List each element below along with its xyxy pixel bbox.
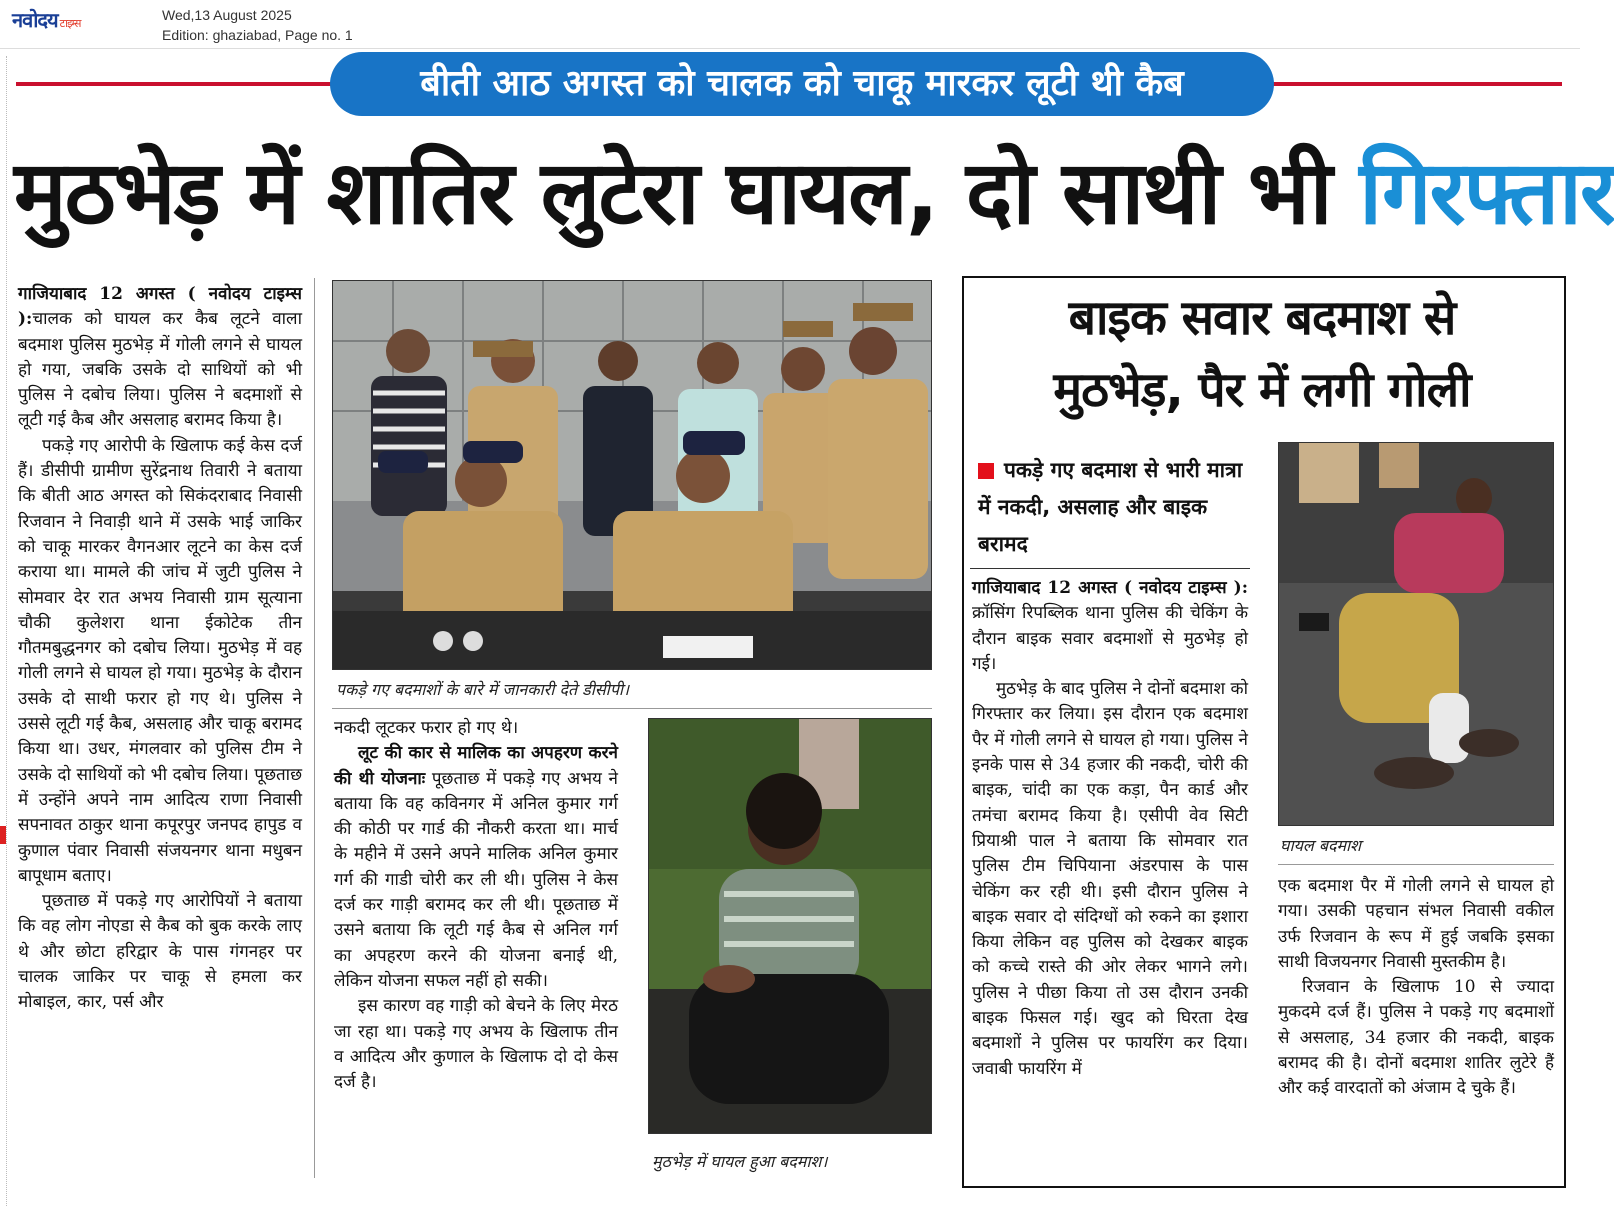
- sidebar-highlight: [978, 452, 1246, 563]
- story1-paragraph: पकड़े गए आरोपी के खिलाफ कई केस दर्ज हैं। डीसीपी ग्रामीण सुरेंद्रनाथ तिवारी ने बताया कि बीती आठ अगस्त को सिकंदराबाद निवासी रिजवान ने निवाड़ी थाने में उसके भाई जाकिर को चाकू मारकर वैगनआर लूटने का केस दर्ज कराया था। मामले की जांच में जुटी पुलिस ने सोमवार देर रात अभय निवासी ग्राम सूत्याना चौकी कुलेशरा थाना ईकोटेक तीन गौतमबुद्धनगर को दबोच लिया। मुठभेड़ में वह गोली लगने से घायल हो गया। मुठभेड़ के दौरान उसके दो साथी फरार हो गए थे। पुलिस ने उससे लूटी गई कैब, असलाह और चाकू बरामद किया था। उधर, मंगलवार को पुलिस टीम ने उसके दो साथियों को भी दबोच लिया। पूछताछ में उन्होंने अपने नाम आदित्य राणा निवासी सपनावत ठाकुर थाना कपूरपुर जनपद हापुड व कुणाल पंवार निवासी संजयनगर थाना मधुबन बापूधाम बताए।: [18, 435, 302, 886]
- press-photo-caption: पकड़े गए बदमाशों के बारे में जानकारी देते डीसीपी।: [336, 680, 630, 699]
- injured-suspect-image: [649, 719, 931, 1133]
- story1-paragraph: पूछताछ में पकड़े गए अभय ने बताया कि वह कविनगर में अनिल कुमार गर्ग की कोठी पर गार्ड की नौकरी करता था। मार्च के महीने में उसने अपने मालिक अनिल कुमार गर्ग की गाडी चोरी कर ली थी। पुलिस ने केस दर्ज कर गाड़ी बरामद कर ली थी। पूछताछ में उसने बताया कि लूटी गई कैब से अनिल गर्ग का अपहरण करने की योजना बनाई थी, लेकिन योजना सफल नहीं हो सकी।: [334, 768, 618, 991]
- injured-suspect-photo: [648, 718, 932, 1134]
- story2-paragraph: रिजवान के खिलाफ 10 से ज्यादा मुकदमे दर्ज हैं। पुलिस ने पकड़े गए बदमाशों से असलाह, 34 हजार की नकदी, बाइक बरामद की है। दोनों बदमाश शातिर लुटेरे हैं और कई वारदातों को अंजाम दे चुके हैं।: [1278, 977, 1554, 1099]
- sidebar-headline: [972, 282, 1552, 426]
- sidebar-highlight-text: पकड़े गए बदमाश से भारी मात्रा में नकदी, असलाह और बाइक बरामद: [978, 458, 1243, 556]
- story-kicker: बीती आठ अगस्त को चालक को चाकू मारकर लूटी थी कैब: [330, 52, 1274, 116]
- highlight-rule: [970, 568, 1250, 569]
- bullet-square-icon: [978, 463, 994, 479]
- story1-paragraph: चालक को घायल कर कैब लूटने वाला बदमाश पुलिस मुठभेड़ में गोली लगने से घायल हो गया, जबकि उसके दो साथियों को भी पुलिस ने दबोच लिया। पुलिस ने बदमाशों से लूटी गई कैब और असलाह बरामद किया है।: [18, 309, 302, 431]
- wounded-suspect-image: [1279, 443, 1553, 825]
- sidebar-headline-line2: मुठभेड़, पैर में लगी गोली: [1053, 362, 1471, 418]
- injured-photo-caption: मुठभेड़ में घायल हुआ बदमाश।: [652, 1152, 828, 1171]
- caption-rule: [1278, 864, 1554, 865]
- story2-paragraph: मुठभेड़ के बाद पुलिस ने दोनों बदमाश को गिरफ्तार कर लिया। इस दौरान एक बदमाश पैर में गोली लगने से घायल हो गया। पुलिस ने इनके पास से 34 हजार की नकदी, चोरी की बाइक, चांदी का एक कड़ा, पैन कार्ड और तमंचा बरामद किया है। एसीपी वेव सिटी प्रियाश्री पाल ने बताया कि सोमवार रात पुलिस टीम चिपियाना अंडरपास के पास चेकिंग कर रही थी। इसी दौरान पुलिस ने बाइक सवार दो संदिग्धों को रुकने का इशारा किया लेकिन वह पुलिस को देखकर बाइक को कच्चे रास्ते की ओर लेकर भागने लगे। पुलिस ने पीछा किया तो उस दौरान उनकी बाइक फिसल गई। खुद को घिरता देख बदमाशों ने पुलिस पर फायरिंग कर दिया। जवाबी फायरिंग में: [972, 679, 1248, 1079]
- kicker-rule-right: [1272, 82, 1562, 86]
- wounded-photo-caption: घायल बदमाश: [1280, 836, 1362, 855]
- story1-paragraph: नकदी लूटकर फरार हो गए थे।: [334, 718, 519, 738]
- page-edge-marker: [0, 56, 7, 1206]
- edition-date: Wed,13 August 2025: [162, 7, 292, 23]
- edition-header: [0, 0, 1580, 49]
- story2-paragraph: क्रॉसिंग रिपब्लिक थाना पुलिस की चेकिंग के दौरान बाइक सवार बदमाशों से मुठभेड़ हो गई।: [972, 603, 1248, 674]
- story1-subheading: लूट की कार से मालिक का अपहरण करने की थी योजनाः: [334, 743, 618, 789]
- story1-column-1: [18, 282, 302, 1016]
- sidebar-headline-line1: बाइक सवार बदमाश से: [1068, 290, 1456, 346]
- newspaper-logo[interactable]: नवोदय टाइम्स: [12, 8, 81, 32]
- main-headline-text: मुठभेड़ में शातिर लुटेरा घायल, दो साथी भी: [14, 141, 1360, 244]
- page-edge-tick: [0, 826, 6, 844]
- press-conference-image: [333, 281, 931, 669]
- story1-paragraph: पूछताछ में पकड़े गए आरोपियों ने बताया कि वह लोग नोएडा से कैब को बुक करके लाए थे और छोटा हरिद्वार के पास गंगनहर पर चालक जाकिर पर चाकू से हमला कर मोबाइल, कार, पर्स और: [18, 891, 302, 1013]
- edition-meta: [162, 5, 353, 45]
- story1-column-2: [334, 716, 618, 1095]
- story1-paragraph: इस कारण वह गाड़ी को बेचने के लिए मेरठ जा रहा था। पकड़े गए अभय के खिलाफ तीन व आदित्य और कुणाल के खिलाफ दो दो केस दर्ज है।: [334, 996, 618, 1093]
- edition-info: Edition: ghaziabad, Page no. 1: [162, 27, 353, 43]
- story2-paragraph: एक बदमाश पैर में गोली लगने से घायल हो गया। उसकी पहचान संभल निवासी वकील उर्फ रिजवान के रूप में हुई जबकि इसका साथी विजयनगर निवासी मुस्तकीम है।: [1278, 876, 1554, 972]
- press-conference-photo: [332, 280, 932, 670]
- caption-rule: [332, 708, 932, 709]
- story2-column-a: [972, 576, 1248, 1082]
- kicker-rule-left: [16, 82, 332, 86]
- main-headline-accent: गिरफ्तार: [1359, 141, 1614, 244]
- story2-dateline: गाजियाबाद 12 अगस्त ( नवोदय टाइम्स ):: [972, 578, 1248, 598]
- story2-column-b: [1278, 874, 1554, 1102]
- main-headline: [14, 128, 1614, 258]
- story1-dateline: गाजियाबाद 12 अगस्त ( नवोदय टाइम्स ):: [18, 284, 302, 330]
- column-divider: [314, 278, 315, 1178]
- wounded-suspect-photo: [1278, 442, 1554, 826]
